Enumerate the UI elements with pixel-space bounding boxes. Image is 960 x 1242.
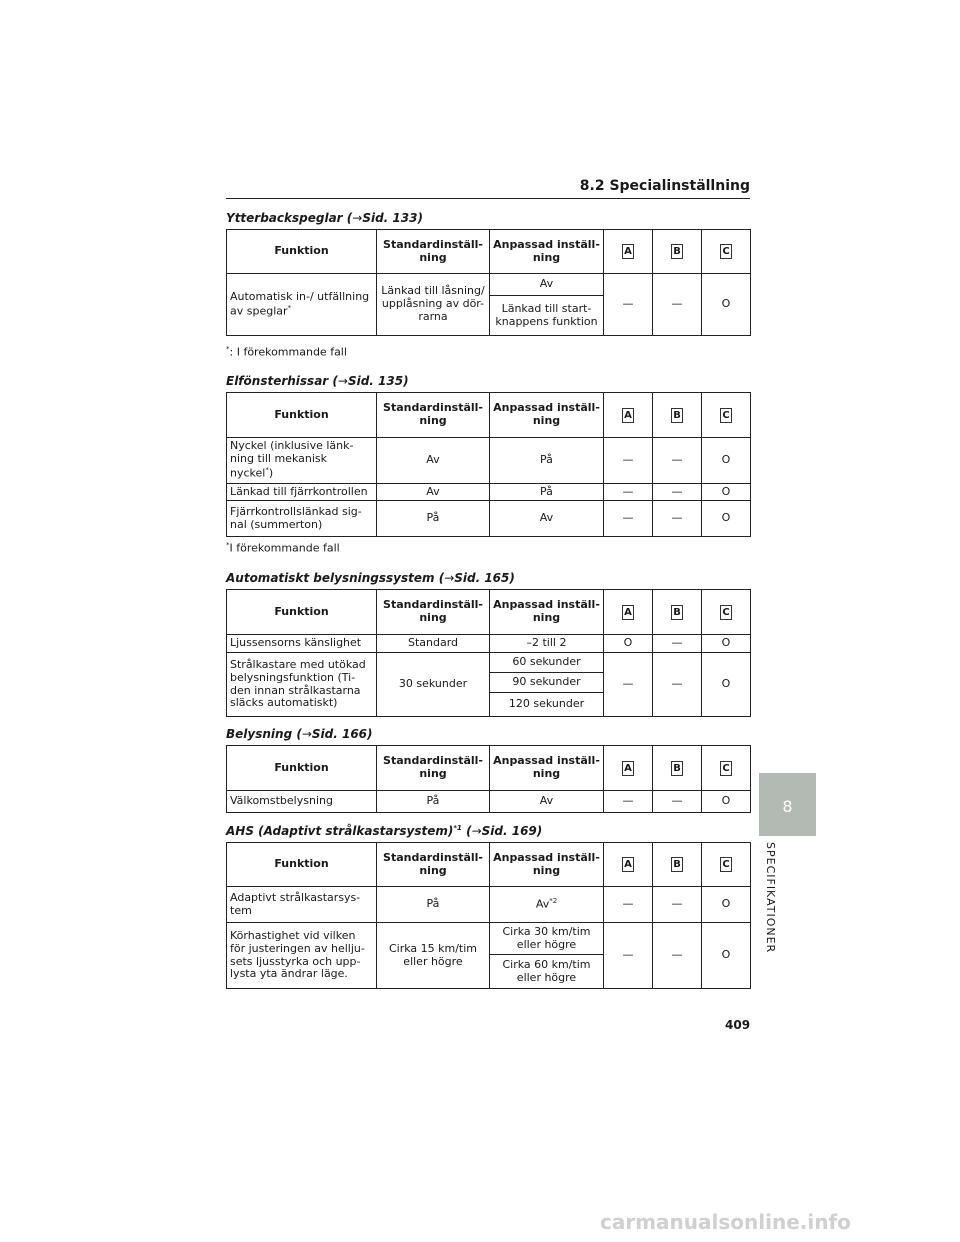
page-ref-link[interactable]: Sid. 166) <box>311 727 373 741</box>
key-c: C <box>720 244 732 259</box>
col-header-funktion: Funktion <box>227 230 377 274</box>
page-ref-link[interactable]: Sid. 165) <box>454 571 515 585</box>
chapter-label: SPECIFIKATIONER <box>764 842 777 954</box>
table-row: Automatisk in-/ utfällning av speglar* Länkad till låsning/ upplåsning av dör-rarna Av — — O <box>227 274 751 296</box>
arrow-icon: → <box>337 374 348 388</box>
watermark: carmanualsonline.info <box>600 1210 851 1234</box>
heading-text: Ytterbackspeglar ( <box>226 211 353 225</box>
table-row: Fjärrkontrollslänkad sig-nal (summerton) På Av — — O <box>227 501 751 537</box>
key-c: C <box>720 761 732 776</box>
arrow-icon: → <box>444 571 455 585</box>
section-title: 8.2 Specialinställning <box>579 178 750 194</box>
table-lighting: Funktion Standardinställ-ning Anpassad inställ-ning A B C Välkomstbelysning På Av — — O <box>226 745 751 813</box>
arrow-icon: → <box>301 727 312 741</box>
col-header-standard: Standardinställ-ning <box>377 230 490 274</box>
key-a: A <box>622 244 634 259</box>
table-row: Välkomstbelysning På Av — — O <box>227 791 751 813</box>
arrow-icon: → <box>471 824 482 838</box>
page-header <box>226 168 750 199</box>
footnote: *I förekommande fall <box>226 541 340 555</box>
key-b: B <box>671 244 683 259</box>
page-number: 409 <box>725 1018 751 1032</box>
page-ref-link[interactable]: Sid. 133) <box>362 211 423 225</box>
table-windows: Funktion Standardinställ-ning Anpassad inställ-ning A B C Nyckel (inklusive länk-ning till mekanisk nyckel*) Av På — — O Länkad till fjärrkontrollen Av På — — O Fjärrkontrollslänkad sig-nal (summerton) På Av — — O <box>226 392 751 537</box>
key-a: A <box>622 605 634 620</box>
key-a: A <box>622 857 634 872</box>
page-ref-link[interactable]: Sid. 135) <box>347 374 409 388</box>
key-a: A <box>622 408 634 423</box>
chapter-number: 8 <box>782 797 793 816</box>
table-ahs: Funktion Standardinställ-ning Anpassad inställ-ning A B C Adaptivt strålkastarsys-tem På Av$^{*2}$ — — O Körhastighet vid vilken för justeringen av hellju-sets ljusstyrka och upp-lysta yta ändrar läge. Cirka 15 km/tim eller högre Cirka 30 km/tim eller högre — — O Cirka 60 km/tim eller högre <box>226 842 751 989</box>
chapter-tab[interactable] <box>759 773 816 836</box>
key-b: B <box>671 605 683 620</box>
table-row: Länkad till fjärrkontrollen Av På — — O <box>227 484 751 501</box>
table-row: Adaptivt strålkastarsys-tem På Av$^{*2}$ — — O <box>227 887 751 923</box>
table-mirrors: Funktion Standardinställ-ning Anpassad inställ-ning A B C Automatisk in-/ utfällning av speglar* Länkad till låsning/ upplåsning av dör-rarna Av — — O Länkad till start-knappens funktion <box>226 229 751 336</box>
key-c: C <box>720 857 732 872</box>
key-c: C <box>720 408 732 423</box>
table-row: Körhastighet vid vilken för justeringen av hellju-sets ljusstyrka och upp-lysta yta ändrar läge. Cirka 15 km/tim eller högre Cirka 30 km/tim eller högre — — O <box>227 923 751 955</box>
footnote: *: I förekommande fall <box>226 345 347 359</box>
table-lighting-system: Funktion Standardinställ-ning Anpassad inställ-ning A B C Ljussensorns känslighet Standard –2 till 2 O — O Strålkastare med utökad belysningsfunktion (Ti-den innan strålkastarna släcks automatiskt) 30 sekunder 60 sekunder — — O 90 sekunder 120 sekunder <box>226 589 751 717</box>
page-ref-link[interactable]: Sid. 169) <box>481 824 543 838</box>
section-heading-lighting: Belysning (→Sid. 166) <box>226 727 373 741</box>
key-b: B <box>671 761 683 776</box>
section-heading-mirrors <box>226 211 423 225</box>
key-b: B <box>671 857 683 872</box>
section-heading-windows: Elfönsterhissar (→Sid. 135) <box>226 374 409 388</box>
section-heading-lighting-system: Automatiskt belysningssystem (→Sid. 165) <box>226 571 515 585</box>
section-heading-ahs: AHS (Adaptivt strålkastarsystem)$^{*1}$ (→Sid. 169) <box>226 824 543 838</box>
table-row: Nyckel (inklusive länk-ning till mekanisk nyckel*) Av På — — O <box>227 438 751 484</box>
col-header-anpassad: Anpassad inställ-ning <box>490 230 604 274</box>
arrow-icon: → <box>352 211 363 225</box>
key-b: B <box>671 408 683 423</box>
table-row: Strålkastare med utökad belysningsfunktion (Ti-den innan strålkastarna släcks automatiskt) 30 sekunder 60 sekunder — — O <box>227 653 751 673</box>
key-a: A <box>622 761 634 776</box>
table-row: Ljussensorns känslighet Standard –2 till 2 O — O <box>227 635 751 653</box>
key-c: C <box>720 605 732 620</box>
